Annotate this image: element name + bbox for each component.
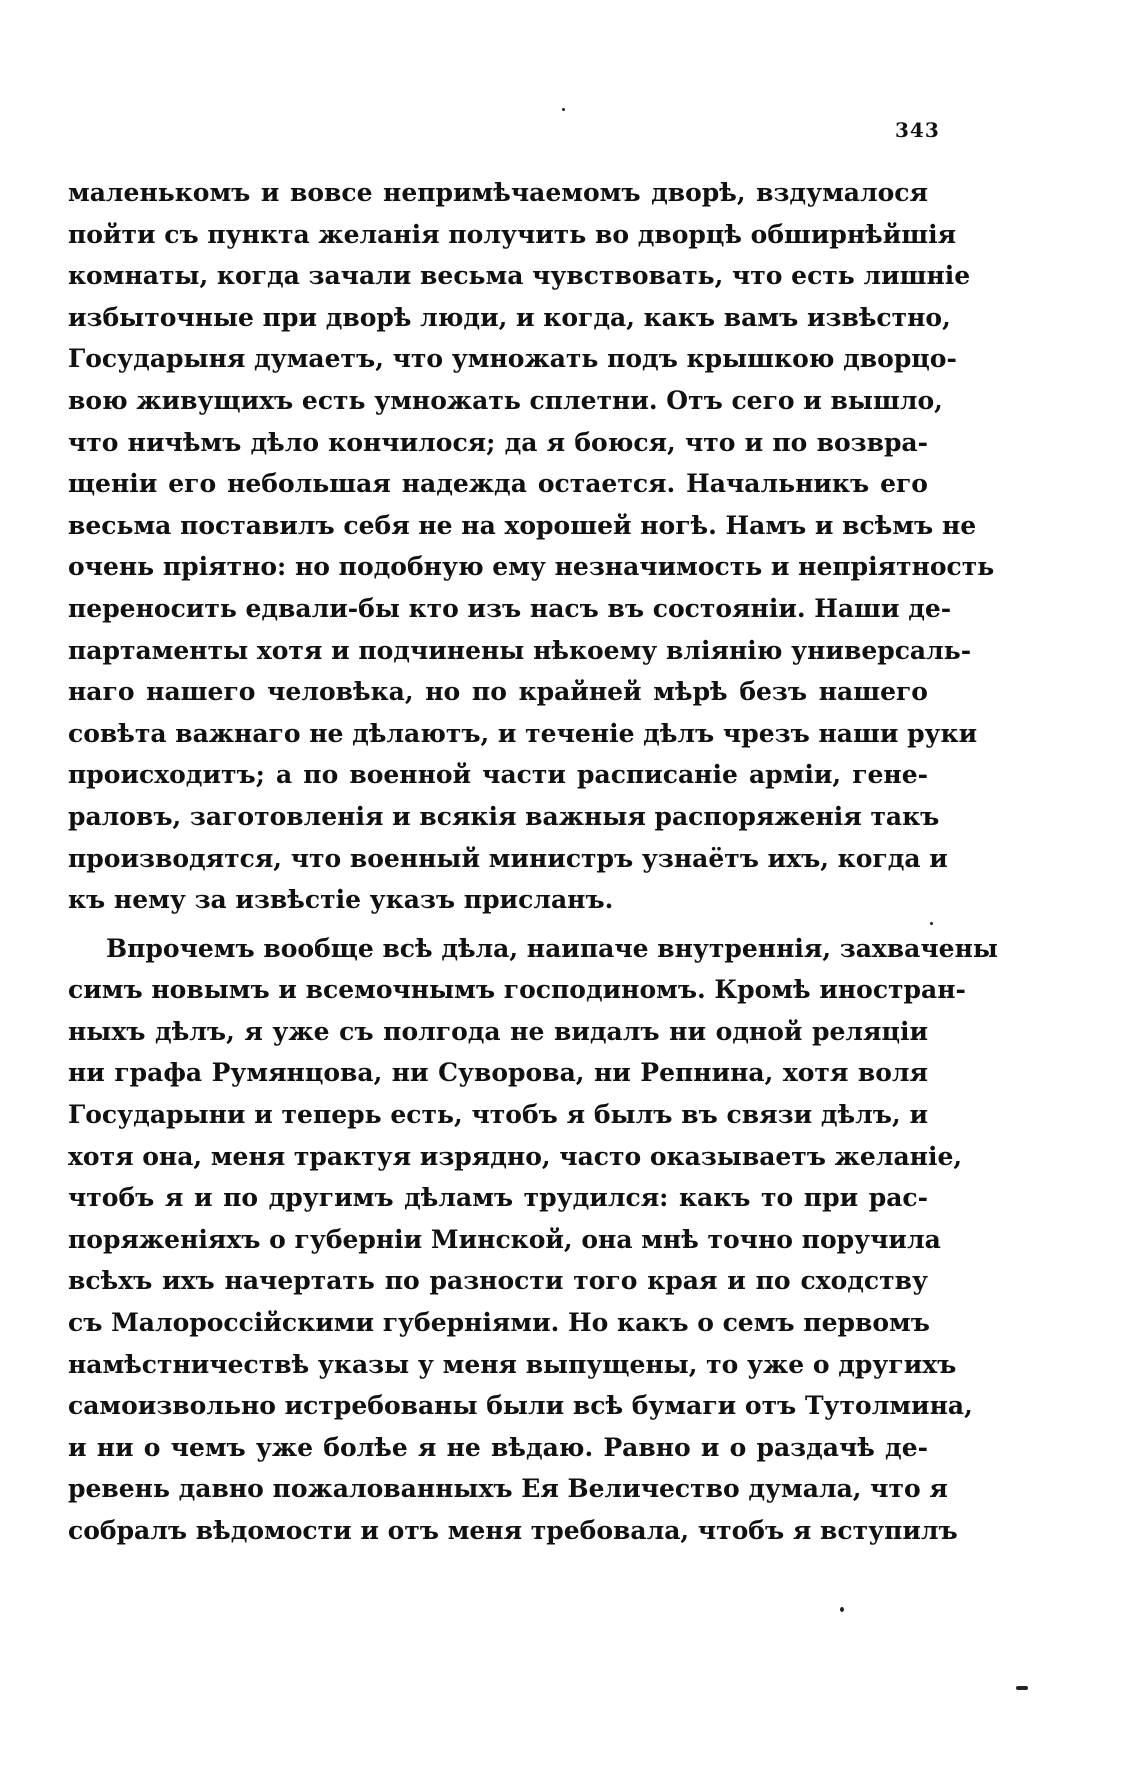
scan-speck bbox=[840, 1607, 844, 1612]
text-line: съ Малороссійскими губерніями. Но какъ о семъ первомъ bbox=[68, 1308, 930, 1338]
text-line: ни графа Румянцова, ни Суворова, ни Репнина, хотя воля bbox=[68, 1058, 928, 1088]
text-line: партаменты хотя и подчинены нѣкоему вліянію универсаль- bbox=[68, 635, 972, 665]
scan-speck bbox=[1016, 1686, 1028, 1690]
text-line: ныхъ дѣлъ, я уже съ полгода не видалъ ни одной реляціи bbox=[68, 1016, 928, 1046]
text-line: совѣта важнаго не дѣлаютъ, и теченіе дѣлъ чрезъ наши руки bbox=[68, 718, 978, 748]
body-text bbox=[68, 172, 998, 1552]
text-line: самоизвольно истребованы были всѣ бумаги отъ Тутолмина, bbox=[68, 1391, 973, 1421]
text-line: что ничѣмъ дѣло кончилося; да я боюся, что и по возвра- bbox=[68, 427, 928, 457]
text-line: хотя она, меня трактуя изрядно, часто оказываетъ желаніе, bbox=[68, 1141, 963, 1171]
text-line: вою живущихъ есть умножать сплетни. Отъ сего и вышло, bbox=[68, 385, 943, 415]
text-line: весьма поставилъ себя не на хорошей ногѣ. Намъ и всѣмъ не bbox=[68, 510, 977, 540]
text-line: собралъ вѣдомости и отъ меня требовала, чтобъ я вступилъ bbox=[68, 1516, 958, 1545]
text-line: раловъ, заготовленія и всякія важныя распоряженія такъ bbox=[68, 801, 940, 831]
text-line: щеніи его небольшая надежда остается. Начальникъ его bbox=[68, 469, 928, 499]
text-line: поряженіяхъ о губерніи Минской, она мнѣ точно поручила bbox=[68, 1224, 941, 1254]
text-line: пойти съ пункта желанія получить во дворцѣ обширнѣйшія bbox=[68, 219, 957, 249]
page-number: 343 bbox=[895, 118, 940, 142]
text-line: ревень давно пожалованныхъ Ея Величество думала, что я bbox=[68, 1474, 948, 1504]
text-line: и ни о чемъ уже болѣе я не вѣдаю. Равно и о раздачѣ де- bbox=[68, 1432, 928, 1462]
scan-speck bbox=[930, 922, 933, 925]
text-line: къ нему за извѣстіе указъ присланъ. bbox=[68, 885, 614, 915]
text-line: переносить едвали-бы кто изъ насъ въ состояніи. Наши де- bbox=[68, 593, 952, 623]
text-line: Государыня думаетъ, что умножать подъ крышкою дворцо- bbox=[68, 344, 957, 374]
text-line: наго нашего человѣка, но по крайней мѣрѣ безъ нашего bbox=[68, 677, 928, 707]
text-line: симъ новымъ и всемочнымъ господиномъ. Кромѣ иностран- bbox=[68, 975, 966, 1005]
text-line: производятся, что военный министръ узнаётъ ихъ, когда и bbox=[68, 843, 948, 873]
text-line: происходитъ; а по военной части расписаніе арміи, гене- bbox=[68, 760, 928, 790]
text-line: очень пріятно: но подобную ему незначимость и непріятность bbox=[68, 552, 995, 582]
text-line: маленькомъ и вовсе непримѣчаемомъ дворѣ, вздумалося bbox=[68, 178, 928, 207]
text-line: Впрочемъ вообще всѣ дѣла, наипаче внутреннія, захвачены bbox=[106, 933, 998, 963]
text-line: намѣстничествѣ указы у меня выпущены, то уже о другихъ bbox=[68, 1349, 957, 1379]
text-line: всѣхъ ихъ начертать по разности того края и по сходству bbox=[68, 1266, 928, 1296]
text-line: Государыни и теперь есть, чтобъ я былъ въ связи дѣлъ, и bbox=[68, 1100, 928, 1130]
text-line: избыточные при дворѣ люди, и когда, какъ вамъ извѣстно, bbox=[68, 302, 951, 332]
scan-speck bbox=[562, 108, 565, 111]
text-line: чтобъ я и по другимъ дѣламъ трудился: какъ то при рас- bbox=[68, 1183, 928, 1213]
text-line: комнаты, когда зачали весьма чувствовать, что есть лишніе bbox=[68, 261, 971, 291]
